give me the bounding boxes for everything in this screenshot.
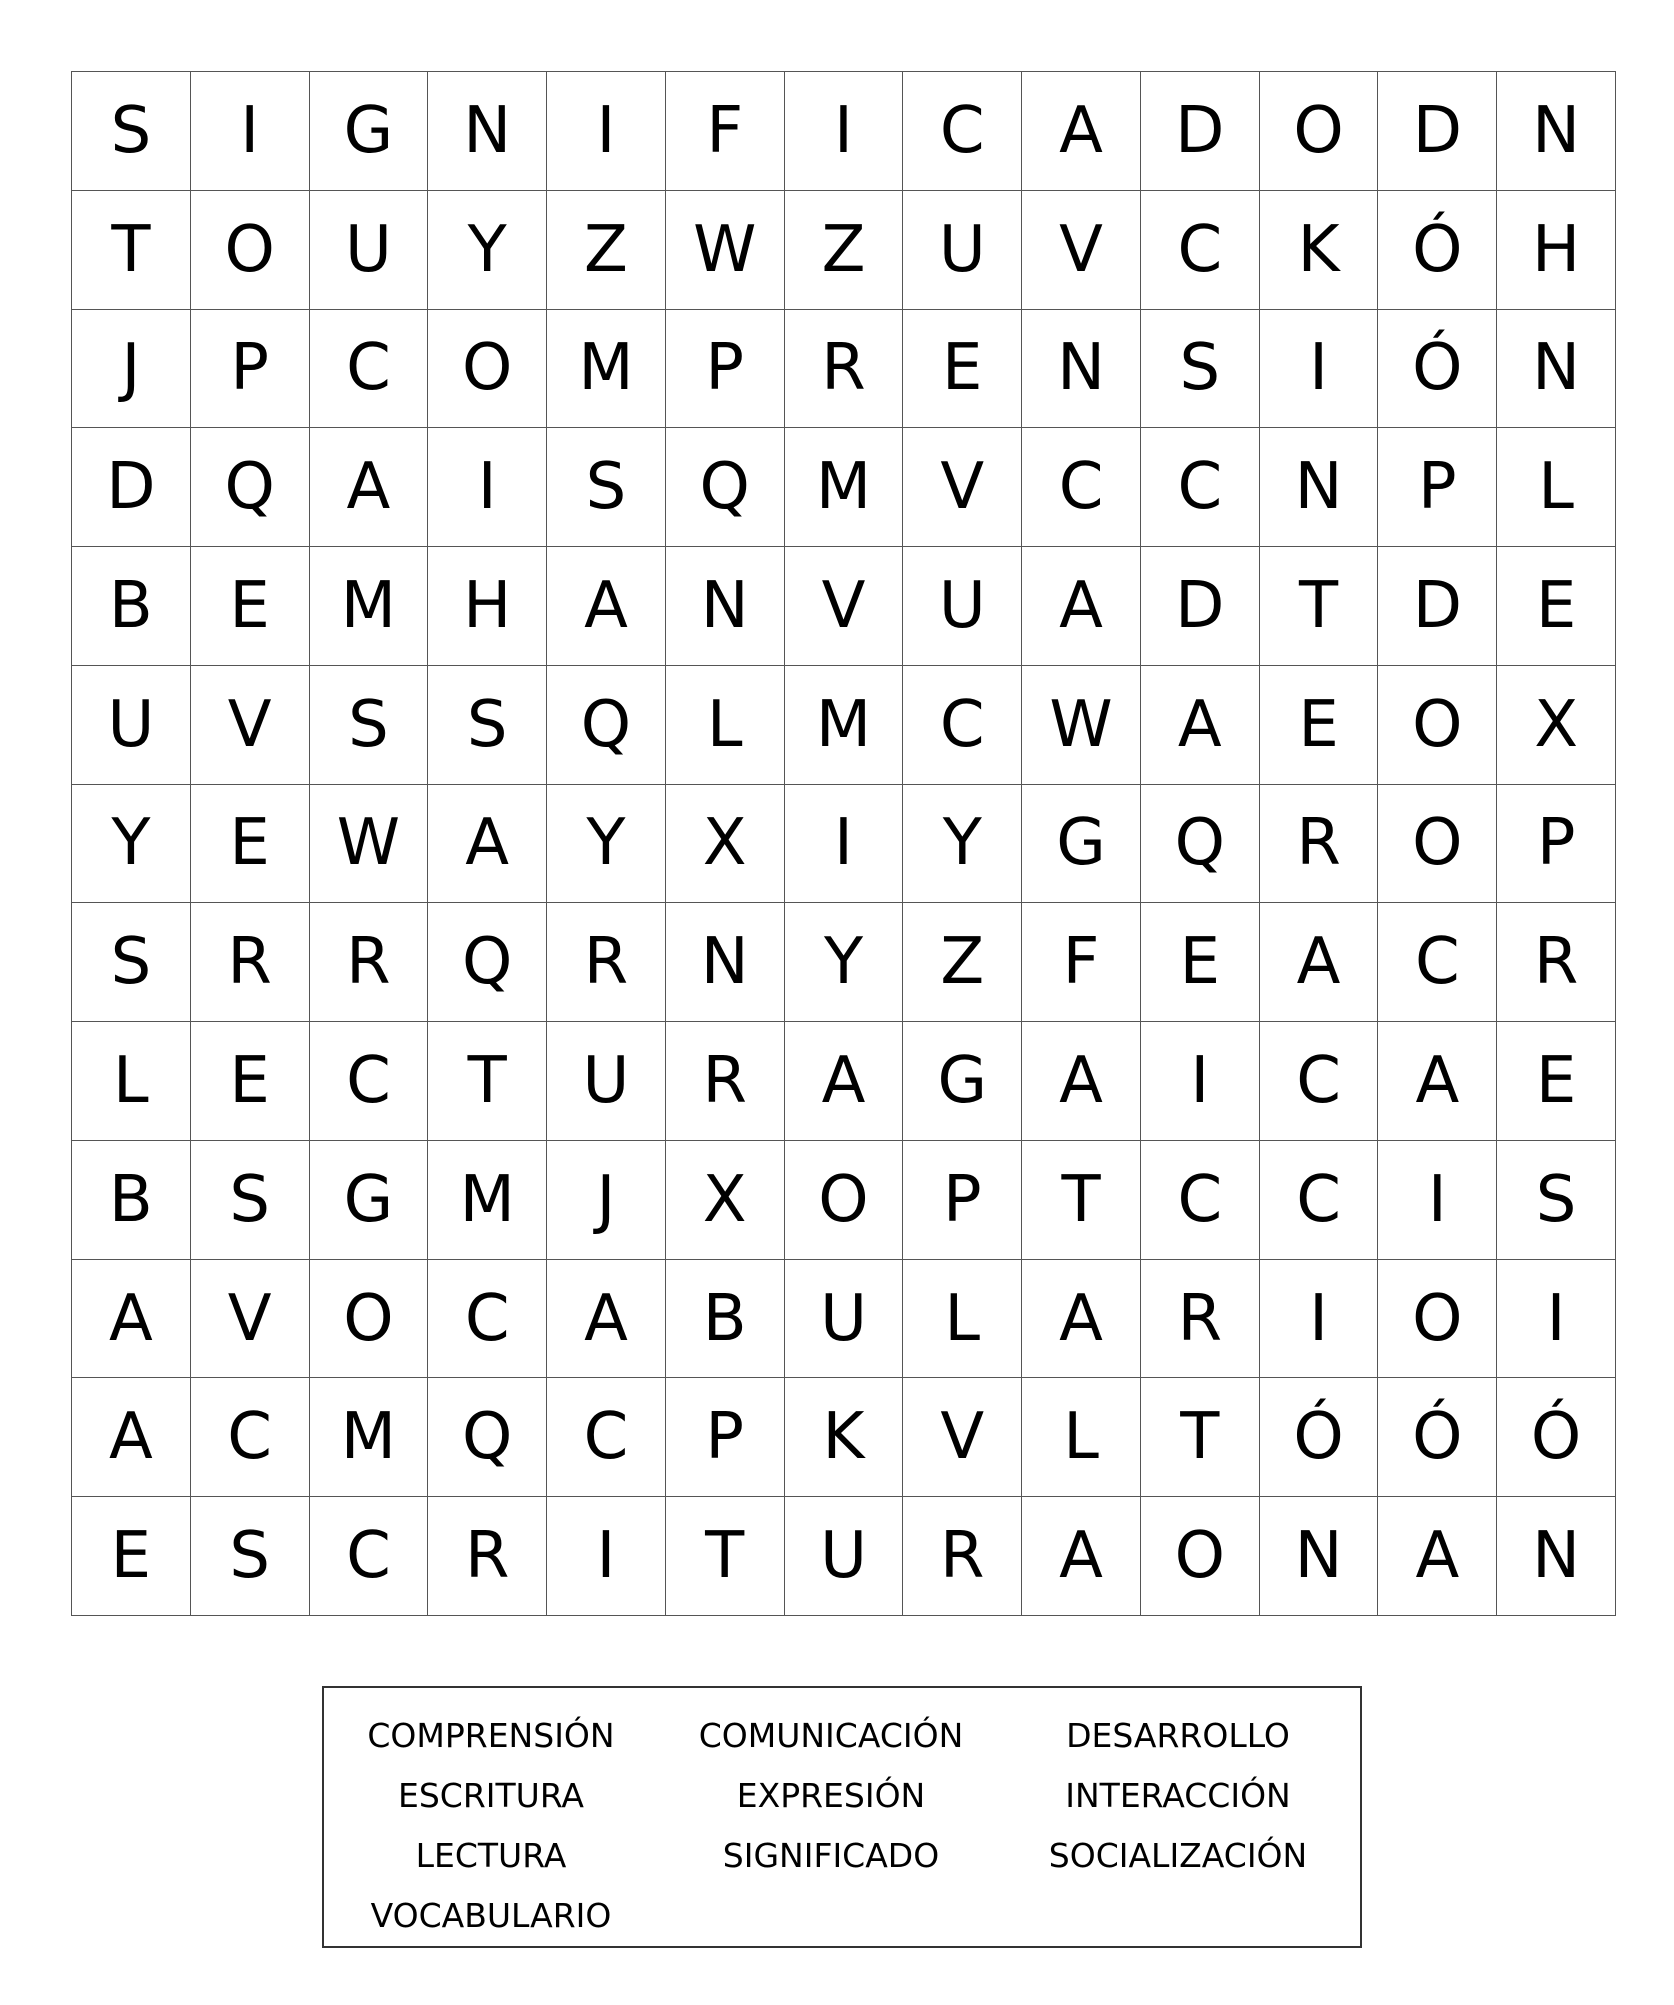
grid-cell[interactable]: A — [310, 428, 429, 547]
grid-cell[interactable]: A — [1378, 1497, 1497, 1616]
grid-cell[interactable]: R — [191, 903, 310, 1022]
grid-cell[interactable]: M — [785, 428, 904, 547]
grid-cell[interactable]: C — [547, 1378, 666, 1497]
grid-cell[interactable]: P — [1497, 785, 1616, 904]
grid-cell[interactable]: E — [191, 1022, 310, 1141]
grid-cell[interactable]: Y — [785, 903, 904, 1022]
grid-cell[interactable]: K — [785, 1378, 904, 1497]
grid-cell[interactable]: T — [1141, 1378, 1260, 1497]
grid-cell[interactable]: E — [191, 547, 310, 666]
grid-cell[interactable]: R — [1141, 1260, 1260, 1379]
grid-cell[interactable]: I — [1141, 1022, 1260, 1141]
grid-cell[interactable]: S — [1141, 310, 1260, 429]
grid-cell[interactable]: R — [547, 903, 666, 1022]
word-list-item: SIGNIFICADO — [722, 1836, 940, 1875]
grid-cell[interactable]: H — [428, 547, 547, 666]
grid-cell[interactable]: V — [191, 666, 310, 785]
grid-cell[interactable]: S — [428, 666, 547, 785]
grid-cell[interactable]: Y — [547, 785, 666, 904]
grid-cell[interactable]: U — [785, 1260, 904, 1379]
grid-cell[interactable]: P — [191, 310, 310, 429]
grid-cell[interactable]: S — [191, 1141, 310, 1260]
grid-cell[interactable]: W — [1022, 666, 1141, 785]
grid-cell[interactable]: E — [1141, 903, 1260, 1022]
grid-cell[interactable]: V — [1022, 191, 1141, 310]
grid-cell[interactable]: V — [785, 547, 904, 666]
grid-cell[interactable]: C — [1141, 191, 1260, 310]
grid-cell[interactable]: T — [666, 1497, 785, 1616]
grid-cell[interactable]: S — [191, 1497, 310, 1616]
grid-cell[interactable]: C — [903, 72, 1022, 191]
grid-cell[interactable]: Z — [903, 903, 1022, 1022]
grid-cell[interactable]: X — [666, 785, 785, 904]
grid-cell[interactable]: K — [1260, 191, 1379, 310]
grid-cell[interactable]: C — [1260, 1022, 1379, 1141]
grid-cell[interactable]: L — [1497, 428, 1616, 547]
grid-cell[interactable]: I — [785, 785, 904, 904]
word-list-item: DESARROLLO — [1066, 1716, 1290, 1755]
grid-cell[interactable]: S — [547, 428, 666, 547]
grid-cell[interactable]: Ó — [1378, 310, 1497, 429]
grid-cell[interactable]: O — [785, 1141, 904, 1260]
grid-cell[interactable]: T — [1022, 1141, 1141, 1260]
grid-cell[interactable]: A — [785, 1022, 904, 1141]
grid-cell[interactable]: Q — [1141, 785, 1260, 904]
grid-cell[interactable]: I — [1497, 1260, 1616, 1379]
grid-cell[interactable]: E — [1260, 666, 1379, 785]
grid-cell[interactable]: L — [666, 666, 785, 785]
grid-cell[interactable]: M — [310, 1378, 429, 1497]
grid-cell[interactable]: S — [310, 666, 429, 785]
grid-cell[interactable]: T — [1260, 547, 1379, 666]
grid-cell[interactable]: L — [903, 1260, 1022, 1379]
word-list-item: EXPRESIÓN — [736, 1776, 926, 1815]
grid-cell[interactable]: N — [666, 547, 785, 666]
grid-cell[interactable]: X — [1497, 666, 1616, 785]
word-list — [324, 1706, 1360, 1946]
grid-cell[interactable]: A — [1022, 547, 1141, 666]
grid-cell[interactable]: R — [428, 1497, 547, 1616]
grid-cell[interactable]: H — [1497, 191, 1616, 310]
grid-cell[interactable]: P — [903, 1141, 1022, 1260]
grid-cell[interactable]: W — [310, 785, 429, 904]
grid-cell[interactable]: V — [903, 1378, 1022, 1497]
grid-cell[interactable]: E — [903, 310, 1022, 429]
grid-cell[interactable]: M — [428, 1141, 547, 1260]
grid-cell[interactable]: E — [1497, 1022, 1616, 1141]
grid-cell[interactable]: I — [1260, 310, 1379, 429]
grid-cell[interactable]: C — [1141, 428, 1260, 547]
grid-cell[interactable]: D — [72, 428, 191, 547]
grid-cell[interactable]: O — [1378, 1260, 1497, 1379]
grid-cell[interactable]: P — [1378, 428, 1497, 547]
grid-cell[interactable]: N — [1022, 310, 1141, 429]
grid-cell[interactable]: U — [547, 1022, 666, 1141]
grid-cell[interactable]: U — [72, 666, 191, 785]
grid-cell[interactable]: R — [310, 903, 429, 1022]
word-list-item: COMPRENSIÓN — [367, 1716, 615, 1755]
grid-cell[interactable]: Q — [547, 666, 666, 785]
grid-cell[interactable]: G — [903, 1022, 1022, 1141]
grid-cell[interactable]: Q — [428, 1378, 547, 1497]
grid-cell[interactable]: O — [428, 310, 547, 429]
grid-cell[interactable]: N — [1497, 310, 1616, 429]
grid-cell[interactable]: C — [191, 1378, 310, 1497]
grid-cell[interactable]: G — [310, 1141, 429, 1260]
word-list-item: COMUNICACIÓN — [698, 1716, 964, 1755]
word-list-item: VOCABULARIO — [370, 1896, 612, 1935]
grid-cell[interactable]: C — [1378, 903, 1497, 1022]
grid-cell[interactable]: C — [310, 1022, 429, 1141]
grid-cell[interactable]: A — [547, 1260, 666, 1379]
grid-cell[interactable]: X — [666, 1141, 785, 1260]
grid-cell[interactable]: C — [310, 1497, 429, 1616]
grid-cell[interactable]: Z — [547, 191, 666, 310]
grid-cell[interactable]: N — [1497, 72, 1616, 191]
grid-cell[interactable]: U — [903, 191, 1022, 310]
grid-cell[interactable]: P — [666, 1378, 785, 1497]
grid-cell[interactable]: I — [191, 72, 310, 191]
grid-cell[interactable]: I — [785, 72, 904, 191]
grid-cell[interactable]: O — [310, 1260, 429, 1379]
grid-cell[interactable]: T — [428, 1022, 547, 1141]
grid-cell[interactable]: J — [547, 1141, 666, 1260]
grid-cell[interactable]: S — [72, 72, 191, 191]
grid-cell[interactable]: A — [1022, 1022, 1141, 1141]
grid-cell[interactable]: F — [1022, 903, 1141, 1022]
grid-cell[interactable]: A — [1141, 666, 1260, 785]
word-list-item: INTERACCIÓN — [1065, 1776, 1291, 1815]
grid-cell[interactable]: N — [1260, 428, 1379, 547]
grid-cell[interactable]: R — [1260, 785, 1379, 904]
grid-cell[interactable]: A — [1022, 72, 1141, 191]
grid-cell[interactable]: Q — [191, 428, 310, 547]
grid-cell[interactable]: Y — [72, 785, 191, 904]
grid-cell[interactable]: A — [72, 1260, 191, 1379]
grid-cell[interactable]: F — [666, 72, 785, 191]
grid-cell[interactable]: I — [1378, 1141, 1497, 1260]
grid-cell[interactable]: C — [903, 666, 1022, 785]
grid-cell[interactable]: C — [428, 1260, 547, 1379]
grid-cell[interactable]: N — [666, 903, 785, 1022]
grid-cell[interactable]: D — [1141, 72, 1260, 191]
grid-cell[interactable]: S — [1497, 1141, 1616, 1260]
grid-cell[interactable]: U — [785, 1497, 904, 1616]
grid-cell[interactable]: S — [72, 903, 191, 1022]
word-list-box — [322, 1686, 1362, 1948]
grid-cell[interactable]: L — [72, 1022, 191, 1141]
grid-cell[interactable]: C — [1141, 1141, 1260, 1260]
grid-cell[interactable]: V — [191, 1260, 310, 1379]
grid-cell[interactable]: I — [428, 428, 547, 547]
grid-cell[interactable]: U — [903, 547, 1022, 666]
grid-cell[interactable]: N — [428, 72, 547, 191]
grid-cell[interactable]: W — [666, 191, 785, 310]
word-list-item: ESCRITURA — [398, 1776, 584, 1815]
grid-cell[interactable]: B — [72, 547, 191, 666]
grid-cell[interactable]: M — [547, 310, 666, 429]
grid-cell[interactable]: D — [1378, 72, 1497, 191]
grid-cell[interactable]: A — [547, 547, 666, 666]
grid-cell[interactable]: Q — [666, 428, 785, 547]
grid-cell[interactable]: C — [1022, 428, 1141, 547]
grid-cell[interactable]: G — [310, 72, 429, 191]
grid-cell[interactable]: D — [1141, 547, 1260, 666]
grid-cell[interactable]: L — [1022, 1378, 1141, 1497]
grid-cell[interactable]: G — [1022, 785, 1141, 904]
grid-cell[interactable]: Y — [428, 191, 547, 310]
grid-cell[interactable]: P — [666, 310, 785, 429]
word-search-grid — [71, 71, 1616, 1616]
grid-cell[interactable]: I — [547, 1497, 666, 1616]
grid-cell[interactable]: A — [1260, 903, 1379, 1022]
grid-cell[interactable]: D — [1378, 547, 1497, 666]
grid-cell[interactable]: Ó — [1378, 1378, 1497, 1497]
grid-cell[interactable]: Q — [428, 903, 547, 1022]
grid-cell[interactable]: N — [1260, 1497, 1379, 1616]
grid-cell[interactable]: Y — [903, 785, 1022, 904]
grid-cell[interactable]: O — [191, 191, 310, 310]
grid-cell[interactable]: Ó — [1497, 1378, 1616, 1497]
grid-cell[interactable]: O — [1378, 666, 1497, 785]
grid-cell[interactable]: C — [1260, 1141, 1379, 1260]
grid-cell[interactable]: Ó — [1260, 1378, 1379, 1497]
grid-cell[interactable]: E — [191, 785, 310, 904]
grid-cell[interactable]: T — [72, 191, 191, 310]
word-list-item: LECTURA — [415, 1836, 567, 1875]
grid-cell[interactable]: Z — [785, 191, 904, 310]
grid-cell[interactable]: I — [1260, 1260, 1379, 1379]
word-list-item: SOCIALIZACIÓN — [1048, 1836, 1308, 1875]
grid-cell[interactable]: U — [310, 191, 429, 310]
grid-cell[interactable]: B — [72, 1141, 191, 1260]
grid-cell[interactable]: A — [72, 1378, 191, 1497]
grid-cell[interactable]: E — [72, 1497, 191, 1616]
grid-cell[interactable]: M — [310, 547, 429, 666]
grid-cell[interactable]: J — [72, 310, 191, 429]
grid-cell[interactable]: O — [1378, 785, 1497, 904]
grid-cell[interactable]: R — [903, 1497, 1022, 1616]
grid-cell[interactable]: E — [1497, 547, 1616, 666]
grid-cell[interactable]: R — [1497, 903, 1616, 1022]
grid-cell[interactable]: V — [903, 428, 1022, 547]
grid-cell[interactable]: M — [785, 666, 904, 785]
grid-cell[interactable]: R — [785, 310, 904, 429]
grid-cell[interactable]: A — [1022, 1497, 1141, 1616]
grid-cell[interactable]: A — [428, 785, 547, 904]
grid-cell[interactable]: I — [547, 72, 666, 191]
grid-cell[interactable]: C — [310, 310, 429, 429]
grid-cell[interactable]: A — [1378, 1022, 1497, 1141]
grid-cell[interactable]: N — [1497, 1497, 1616, 1616]
grid-cell[interactable]: B — [666, 1260, 785, 1379]
grid-cell[interactable]: R — [666, 1022, 785, 1141]
grid-cell[interactable]: O — [1260, 72, 1379, 191]
grid-cell[interactable]: O — [1141, 1497, 1260, 1616]
grid-cell[interactable]: A — [1022, 1260, 1141, 1379]
grid-cell[interactable]: Ó — [1378, 191, 1497, 310]
